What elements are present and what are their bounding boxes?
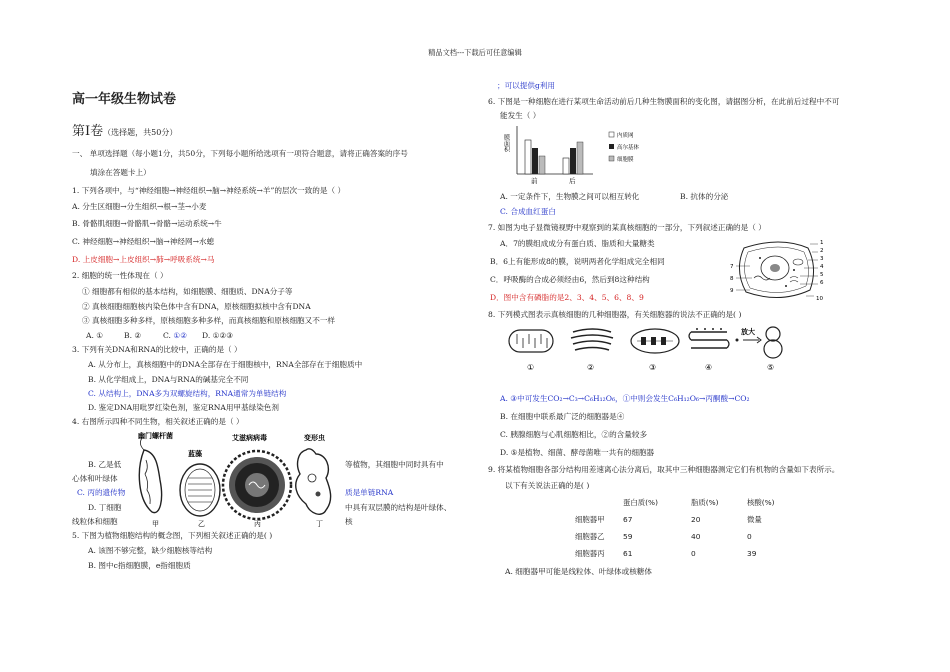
legend-swatch-er <box>609 132 614 137</box>
hiv-drawing <box>223 451 291 519</box>
bar-after-membrane <box>577 142 583 174</box>
legend-er: 内质网 <box>617 133 634 139</box>
table-header-lipid: 脂质(%) <box>691 498 719 507</box>
fig7-num-7: 7 <box>730 264 734 270</box>
fig7-num-4: 4 <box>820 264 824 270</box>
table-cell-name: 细胞器丙 <box>575 549 605 558</box>
fig7-num-2: 2 <box>820 248 824 254</box>
amoeba-drawing <box>296 449 331 514</box>
table-row <box>575 528 797 545</box>
fig-label-helicobacter: 幽门螺杆菌 <box>138 432 173 440</box>
page-header: 精品文档---下载后可任意编辑 <box>428 48 522 57</box>
q8-option-c[interactable]: C. 胰腺细胞与心肌细胞相比，②的含量较多 <box>500 430 648 439</box>
legend-swatch-membrane <box>609 156 614 161</box>
q2-stem: 2. 细胞的统一性体现在（ ） <box>72 271 168 280</box>
q7-stem: 7. 如图为电子显微镜视野中观察到的某真核细胞的一部分，下列叙述正确的是（ ） <box>488 223 766 232</box>
q2-statement-3: ③ 真核细胞多种多样，原核细胞多种多样，而真核细胞和原核细胞又不一样 <box>82 316 336 325</box>
fig-label-amoeba: 变形虫 <box>304 434 325 442</box>
section-heading <box>72 120 177 139</box>
fig7-num-8: 8 <box>730 276 734 282</box>
q1-stem: 1. 下列各项中，与“神经细胞→神经组织→脑→神经系统→羊”的层次一致的是（ ） <box>72 186 346 195</box>
q2-option-b[interactable]: B. ② <box>124 331 142 340</box>
table-cell: 20 <box>691 515 701 524</box>
q7-option-c[interactable]: C．呼吸酶的合成必须经由6，然后到8这种结构 <box>490 275 650 284</box>
table-cell: 微量 <box>747 515 762 524</box>
q3-option-c[interactable]: C. 从结构上，DNA多为双螺旋结构，RNA通常为单链结构 <box>88 389 287 398</box>
q4-option-b-right: 等植物，其细胞中同时具有中 <box>345 460 444 469</box>
q3-option-b[interactable]: B. 从化学组成上，DNA与RNA的碱基完全不同 <box>88 375 249 384</box>
q8-option-d[interactable]: D. ⑤是植物、细菌、酵母菌唯一共有的细胞器 <box>500 448 655 457</box>
section-name: 第Ⅰ卷 <box>72 124 104 139</box>
q1-option-a[interactable]: A. 分生区细胞→分生组织→根→茎→小麦 <box>72 202 207 211</box>
q5-option-a[interactable]: A. 该图不够完整，缺少细胞核等结构 <box>88 546 213 555</box>
instruction-line-2: 填涂在答题卡上） <box>90 168 151 177</box>
q6-stem-line-2: 能发生（ ） <box>500 111 541 120</box>
q5-stem: 5. 下图为植物细胞结构的概念图，下列相关叙述正确的是( ) <box>72 531 273 540</box>
q2-option-a[interactable]: A. ① <box>86 331 104 340</box>
chart-x-before: 前 <box>531 177 538 185</box>
q4-stem: 4. 右图所示四种不同生物，相关叙述正确的是（ ） <box>72 417 244 426</box>
q9-stem-line-1: 9. 将某植物细胞各部分结构用差速离心法分离后，取其中三种细胞器测定它们有机物的含量如下表所示。 <box>488 465 840 474</box>
q7-option-a[interactable]: A．7的膜组成成分有蛋白质、脂质和大量糖类 <box>500 239 655 248</box>
table-header-protein: 蛋白质(%) <box>623 498 658 507</box>
table-cell: 39 <box>747 549 757 558</box>
chart-x-after: 后 <box>569 177 576 185</box>
organelle-2-golgi <box>571 329 613 350</box>
organelle-5-ribosome <box>736 327 783 358</box>
q4-option-b-left[interactable]: B. 乙是低 <box>88 460 122 469</box>
q2-option-c-answer: ①② <box>173 331 188 340</box>
table-cell: 40 <box>691 532 701 541</box>
fig8-num-1: ① <box>527 363 535 372</box>
bar-before-membrane <box>539 156 545 174</box>
table-cell: 59 <box>623 532 633 541</box>
bar-before-er <box>525 140 531 174</box>
q8-option-b[interactable]: B. 在细胞中联系最广泛的细胞器是④ <box>500 412 625 421</box>
q7-option-b[interactable]: B．6上有能形成8的膜，说明两者化学组成完全相同 <box>490 257 665 266</box>
q3-option-a[interactable]: A. 从分布上，真核细胞中的DNA全部存在于细胞核中，RNA全部存在于细胞质中 <box>88 360 363 369</box>
table-cell-name: 细胞器甲 <box>575 515 605 524</box>
bar-after-er <box>563 158 569 174</box>
q6-option-c[interactable]: C. 合成血红蛋白 <box>500 207 556 216</box>
helicobacter-drawing <box>139 438 161 513</box>
fig8-num-4: ④ <box>705 363 713 372</box>
table-header-nucleic: 核酸(%) <box>747 498 775 507</box>
q4-option-d-left-2: 线粒体和细胞 <box>72 517 118 526</box>
fig7-num-3: 3 <box>820 256 824 262</box>
q1-option-d[interactable]: D. 上皮细胞→上皮组织→肺→呼吸系统→马 <box>72 255 215 264</box>
fig7-num-6: 6 <box>820 280 824 286</box>
q4-option-c-right: 质是单链RNA <box>345 488 394 497</box>
q2-option-c[interactable] <box>163 330 187 341</box>
q4-option-c-left[interactable]: C. 丙的遗传物 <box>77 488 126 497</box>
table-corner <box>575 494 623 511</box>
q4-option-d-right-2: 核 <box>345 517 353 526</box>
q4-option-b-left-2: 心体和叶绿体 <box>72 474 118 483</box>
fig7-num-1: 1 <box>820 240 824 246</box>
section-note: （选择题，共50分） <box>103 128 178 137</box>
bar-after-golgi <box>570 148 576 174</box>
fig-label-hiv: 艾滋病病毒 <box>232 434 267 442</box>
q2-statement-2: ② 真核细胞细胞核内染色体中含有DNA，原核细胞拟核中含有DNA <box>82 302 311 311</box>
table-cell: 67 <box>623 515 633 524</box>
table-cell: 0 <box>691 549 696 558</box>
q6-option-b[interactable]: B. 抗体的分泌 <box>680 192 729 201</box>
q2-option-c-prefix: C. <box>163 331 171 340</box>
fig-letter-ding: 丁 <box>316 520 323 528</box>
q4-organisms-figure <box>130 430 340 530</box>
table-row <box>575 545 797 562</box>
organelle-4-er <box>689 328 729 348</box>
fig7-num-5: 5 <box>820 272 824 278</box>
organelle-1-mitochondrion <box>509 330 553 352</box>
q1-option-c[interactable]: C. 神经细胞→神经组织→脑→神经网→水螅 <box>72 237 215 246</box>
q6-stem-line-1: 6. 下图是一种细胞在进行某项生命活动前后几种生物膜面积的变化图，请据图分析，在此前后过程中不可 <box>488 97 840 106</box>
q9-stem-line-2: 以下有关说法正确的是( ) <box>505 481 590 490</box>
q3-option-d[interactable]: D. 鉴定DNA用吡罗红染色剂，鉴定RNA用甲基绿染色剂 <box>88 403 279 412</box>
instruction-line-1: 一、 单项选择题（每小题1分，共50分，下列每小题所给选项有一项符合题意，请将正确答案的序号 <box>72 149 408 158</box>
legend-swatch-golgi <box>609 144 614 149</box>
legend-membrane: 细胞膜 <box>617 157 634 163</box>
chart-ylabel: 膜面积 <box>502 134 510 152</box>
fig-letter-jia: 甲 <box>152 520 159 528</box>
page-title: 高一年级生物试卷 <box>72 92 177 107</box>
table-cell: 0 <box>747 532 752 541</box>
fig-letter-yi: 乙 <box>198 520 205 528</box>
fig7-num-9: 9 <box>730 288 734 294</box>
q7-cell-figure <box>730 238 830 304</box>
q4-option-d-left[interactable]: D. 丁细胞 <box>88 503 122 512</box>
organelle-3-chloroplast <box>631 329 679 353</box>
q8-stem: 8. 下列模式图表示真核细胞的几种细胞器，有关细胞器的说法不正确的是( ) <box>488 310 742 319</box>
fig-letter-bing: 丙 <box>254 520 261 528</box>
q4-option-d-right: 中具有双层膜的结构是叶绿体、 <box>345 503 452 512</box>
fig8-num-3: ③ <box>649 363 657 372</box>
fig7-num-10: 10 <box>816 296 823 302</box>
q6-option-a[interactable]: A. 一定条件下，生物膜之间可以相互转化 <box>500 192 640 201</box>
enlarge-label: 放大 <box>741 328 755 336</box>
q6-membrane-chart <box>502 124 665 186</box>
q2-option-d[interactable]: D. ①②③ <box>202 331 234 340</box>
table-header-row <box>575 494 797 511</box>
bar-before-golgi <box>532 148 538 174</box>
q9-option-a[interactable]: A. 细胞器甲可能是线粒体、叶绿体或核糖体 <box>505 567 652 576</box>
q5-option-b[interactable]: B. 图中c指细胞膜，e指细胞质 <box>88 561 191 570</box>
q8-option-a[interactable]: A. ③中可发生CO₂→C₃→C₆H₁₂O₆，①中则会发生C₆H₁₂O₆→丙酮酸→CO₂ <box>500 394 750 403</box>
fig-label-cyanobacteria: 蓝藻 <box>188 450 202 458</box>
table-row <box>575 511 797 528</box>
q3-stem: 3. 下列有关DNA和RNA的比较中，正确的是（ ） <box>72 345 242 354</box>
q5-carryover-note: ；可以提供g利用 <box>497 81 556 90</box>
table-cell-name: 细胞器乙 <box>575 532 605 541</box>
fig8-num-2: ② <box>587 363 595 372</box>
fig8-num-5: ⑤ <box>767 363 775 372</box>
q8-organelles-figure <box>505 322 795 374</box>
q7-option-d[interactable]: D．图中含有磷脂的是2、3、4、5、6、8、9 <box>490 293 644 302</box>
cyanobacteria-drawing <box>180 464 220 516</box>
table-cell: 61 <box>623 549 633 558</box>
q9-table <box>575 494 797 562</box>
legend-golgi: 高尔基体 <box>617 145 640 151</box>
q2-statement-1: ① 细胞都有相似的基本结构，如细胞膜、细胞质、DNA分子等 <box>82 287 293 296</box>
q1-option-b[interactable]: B. 骨骼肌细胞→骨骼肌→骨骼→运动系统→牛 <box>72 219 222 228</box>
